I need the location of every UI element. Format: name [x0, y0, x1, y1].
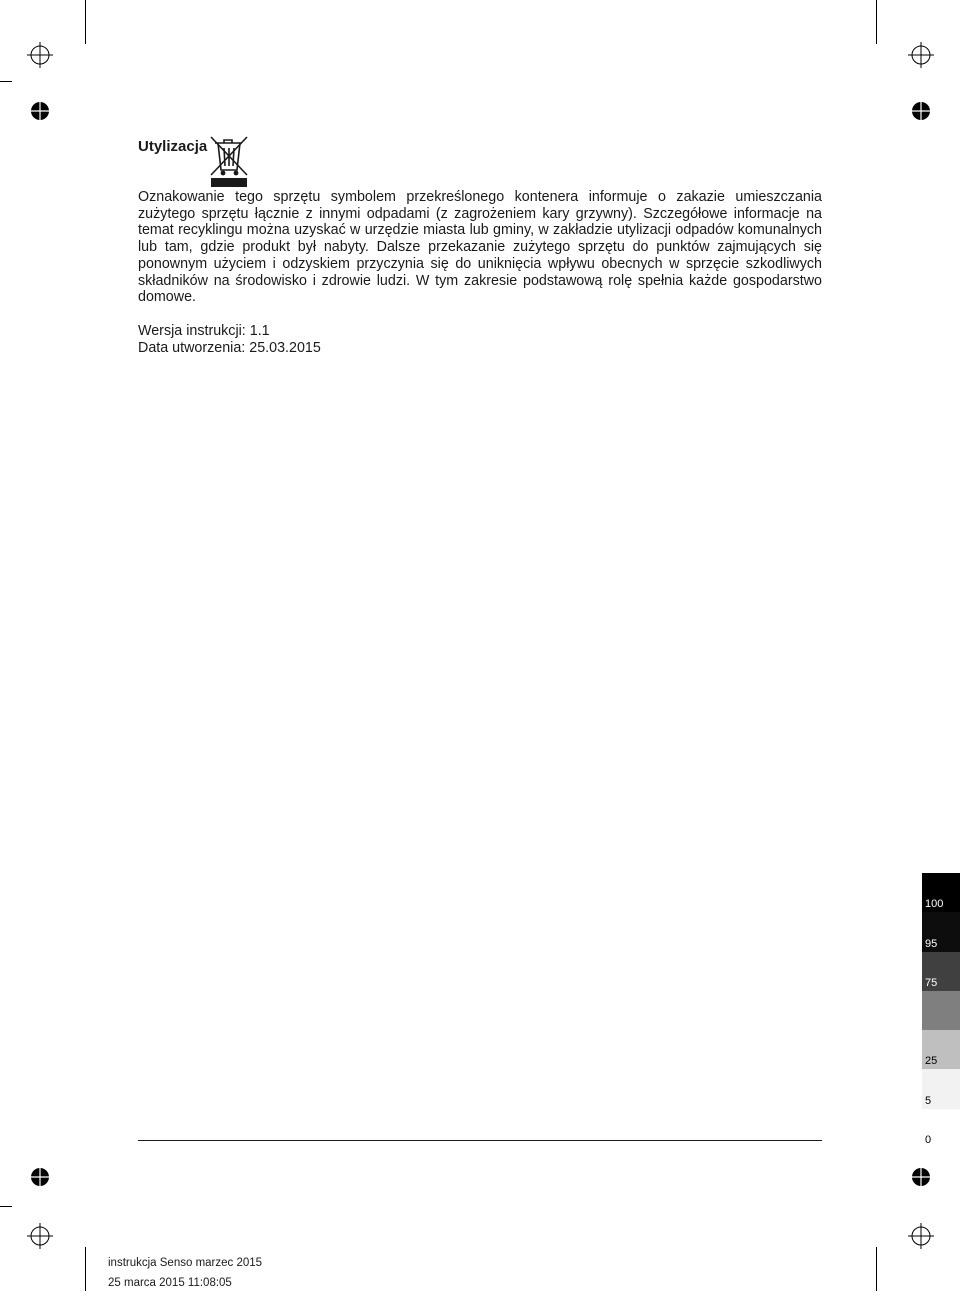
registration-dot-icon [29, 100, 51, 122]
footer-rule [138, 1140, 822, 1141]
registration-dot-icon [910, 100, 932, 122]
crop-line [85, 0, 86, 44]
color-scale-swatch [922, 952, 960, 991]
slug-timestamp: 25 marca 2015 11:08:05 [108, 1277, 232, 1289]
color-scale-swatch [922, 991, 960, 1030]
color-scale-swatch [922, 873, 960, 912]
crop-line [85, 1247, 86, 1291]
section-heading: Utylizacja [138, 138, 208, 155]
color-scale-swatch [922, 912, 960, 951]
disposal-paragraph: Oznakowanie tego sprzętu symbolem przekreślonego kontenera informuje o zakazie umieszczania zużytego sprzętu łącznie z innymi odpadami (z zagrożeniem kary grzywny). Szczegółowe informacje na temat recyklingu można uzyskać w urzędzie miasta lub gminy, w zakładzie utylizacji odpadów komunalnych lub tam, gdzie produkt był nabyty. Dalsze przekazanie zużytego sprzętu do punktów zajmujących się ponownym użyciem i odzyskiem przyczynia się do uniknięcia wpływu obecnych w sprzęcie szkodliwych składników na środowisko i zdrowie ludzi. W tym zakresie podstawową rolę spełnia każde gospodarstwo domowe. [138, 189, 822, 306]
color-scale-label: 100 [925, 898, 944, 911]
registration-dot-icon [910, 1166, 932, 1188]
crossed-out-wheeled-bin-icon [209, 134, 249, 193]
registration-crosshair-icon [908, 42, 934, 68]
registration-crosshair-icon [908, 1223, 934, 1249]
color-scale-label: 5 [925, 1094, 932, 1107]
color-scale-strip [922, 873, 960, 1148]
print-slug [108, 1253, 262, 1293]
version-line: Wersja instrukcji: 1.1 [138, 323, 270, 339]
crop-line [0, 1206, 12, 1207]
registration-crosshair-icon [27, 42, 53, 68]
color-scale-label: 75 [925, 976, 938, 989]
registration-crosshair-icon [27, 1223, 53, 1249]
color-scale-swatch [922, 1069, 960, 1108]
version-block [138, 323, 321, 357]
slug-filename: instrukcja Senso marzec 2015 [108, 1257, 263, 1269]
color-scale-swatch [922, 1109, 960, 1148]
color-scale-swatch [922, 1030, 960, 1069]
section-heading-row [138, 134, 249, 190]
crop-line [876, 0, 877, 44]
color-scale-label: 25 [925, 1055, 938, 1068]
crop-line [0, 81, 12, 82]
crop-line [876, 1247, 877, 1291]
color-scale-label: 95 [925, 937, 938, 950]
color-scale-label: 0 [925, 1134, 932, 1147]
date-line: Data utworzenia: 25.03.2015 [138, 340, 321, 356]
registration-dot-icon [29, 1166, 51, 1188]
